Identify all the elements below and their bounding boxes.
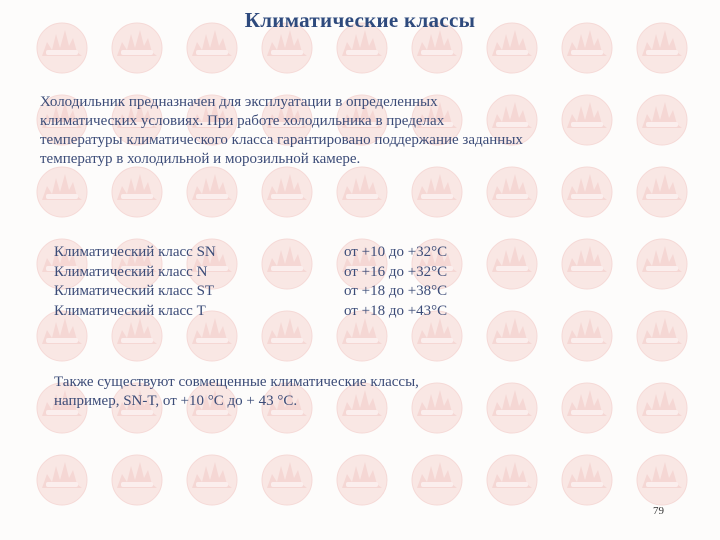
intro-line: температуры климатического класса гарантировано поддержание заданных (40, 132, 523, 148)
intro-line: Холодильник предназначен для эксплуатации в определенных (40, 94, 438, 110)
climate-class-range: от +18 до +38°С (344, 283, 448, 299)
climate-class-name: Климатический класс SN (54, 244, 216, 260)
intro-paragraph (40, 93, 660, 169)
climate-class-name: Климатический класс ST (54, 283, 215, 299)
climate-class-name: Климатический класс Т (54, 302, 206, 319)
climate-class-range: от +18 до +43°С (344, 302, 448, 319)
climate-class-range: от +16 до +32°С (344, 263, 448, 280)
note-paragraph (54, 373, 419, 411)
page-number: 79 (653, 505, 664, 517)
note-line: например, SN-T, от +10 °С до + 43 °С. (54, 393, 298, 409)
climate-class-range: от +10 до +32°С (344, 244, 448, 260)
slide-title: Климатические классы (244, 8, 476, 32)
intro-line: температур в холодильной и морозильной камере. (40, 151, 361, 167)
intro-line: климатических условиях. При работе холодильника в пределах (40, 113, 445, 129)
climate-class-name: Климатический класс N (54, 263, 208, 280)
note-line: Также существуют совмещенные климатические классы, (54, 374, 419, 390)
